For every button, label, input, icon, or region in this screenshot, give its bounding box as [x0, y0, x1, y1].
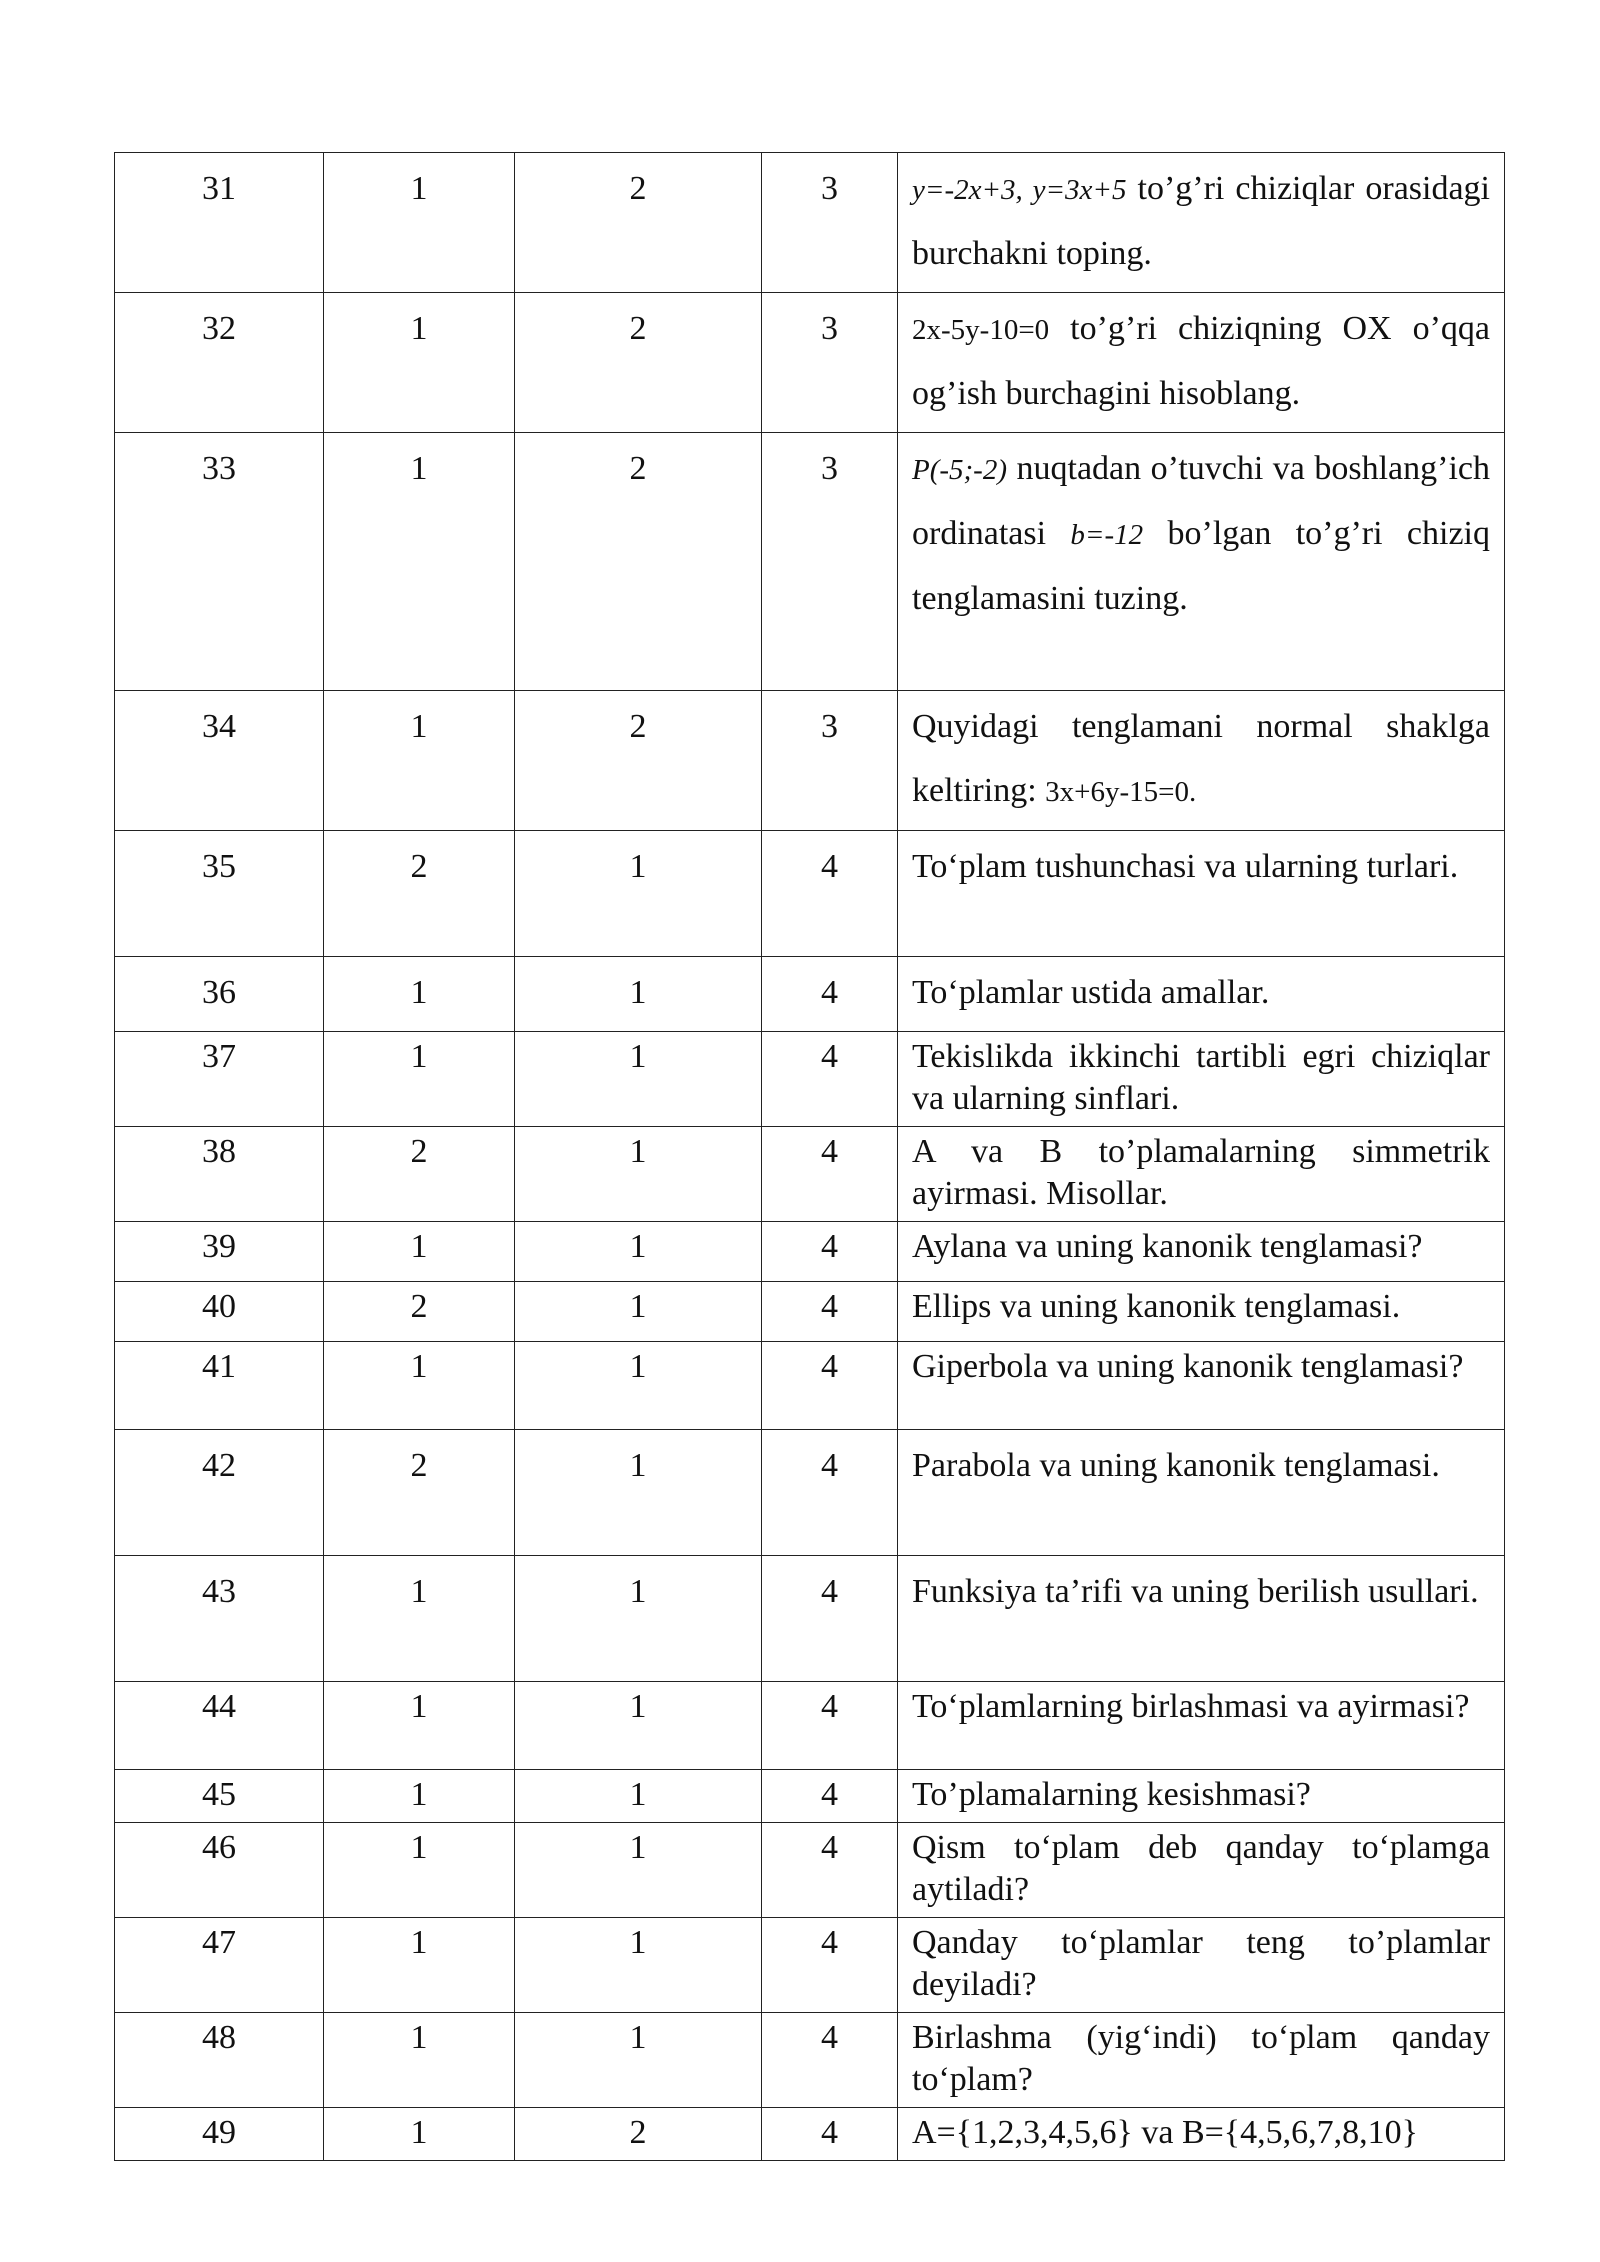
- text-fragment: Quyidagi tenglamani normal shaklga keltiring:: [912, 708, 1490, 809]
- table-row: [115, 1770, 1505, 1823]
- col-c-cell: 4: [762, 1430, 898, 1556]
- col-b-cell: 1: [515, 1682, 762, 1770]
- col-b-cell: 2: [515, 2108, 762, 2161]
- table-row: [115, 2108, 1505, 2161]
- col-b-cell: 1: [515, 1918, 762, 2013]
- col-b-cell: 2: [515, 153, 762, 293]
- question-text-cell: [898, 433, 1505, 691]
- table-row: [115, 153, 1505, 293]
- col-a-cell: 1: [324, 1823, 515, 1918]
- question-text-cell: Tekislikda ikkinchi tartibli egri chiziqlar va ularning sinflari.: [898, 1032, 1505, 1127]
- question-text-cell: Qanday to‘plamlar teng to’plamlar deyiladi?: [898, 1918, 1505, 2013]
- col-a-cell: 1: [324, 2108, 515, 2161]
- col-a-cell: 1: [324, 691, 515, 831]
- col-c-cell: 4: [762, 1282, 898, 1342]
- col-b-cell: 1: [515, 1127, 762, 1222]
- question-text-cell: Qism to‘plam deb qanday to‘plamga aytiladi?: [898, 1823, 1505, 1918]
- col-a-cell: 2: [324, 1282, 515, 1342]
- question-text-cell: To‘plamlarning birlashmasi va ayirmasi?: [898, 1682, 1505, 1770]
- col-b-cell: 1: [515, 1823, 762, 1918]
- col-c-cell: 4: [762, 1222, 898, 1282]
- table-row: [115, 1222, 1505, 1282]
- col-c-cell: 3: [762, 153, 898, 293]
- col-a-cell: 1: [324, 1770, 515, 1823]
- question-number-cell: 45: [115, 1770, 324, 1823]
- col-a-cell: 1: [324, 1682, 515, 1770]
- table-row: [115, 957, 1505, 1032]
- table-row: [115, 1823, 1505, 1918]
- col-b-cell: 2: [515, 293, 762, 433]
- col-a-cell: 1: [324, 433, 515, 691]
- col-b-cell: 1: [515, 1770, 762, 1823]
- question-text-cell: [898, 153, 1505, 293]
- question-number-cell: 47: [115, 1918, 324, 2013]
- table-row: [115, 2013, 1505, 2108]
- text-fragment: bo’lgan to’g’ri chiziq tenglamasini tuzing.: [912, 515, 1490, 617]
- table-row: [115, 1342, 1505, 1430]
- question-number-cell: 46: [115, 1823, 324, 1918]
- question-number-cell: 37: [115, 1032, 324, 1127]
- col-b-cell: 2: [515, 433, 762, 691]
- question-text-cell: Birlashma (yig‘indi) to‘plam qanday to‘plam?: [898, 2013, 1505, 2108]
- col-c-cell: 4: [762, 1556, 898, 1682]
- col-c-cell: 4: [762, 2013, 898, 2108]
- question-text-cell: To‘plam tushunchasi va ularning turlari.: [898, 831, 1505, 957]
- col-c-cell: 4: [762, 1127, 898, 1222]
- question-text-cell: A va B to’plamalarning simmetrik ayirmasi. Misollar.: [898, 1127, 1505, 1222]
- question-text-cell: Ellips va uning kanonik tenglamasi.: [898, 1282, 1505, 1342]
- col-c-cell: 4: [762, 1823, 898, 1918]
- question-text-cell: [898, 691, 1505, 831]
- col-b-cell: 2: [515, 691, 762, 831]
- text-fragment: to’g’ri chiziqning OX o’qqa og’ish burchagini hisoblang.: [912, 310, 1490, 412]
- question-number-cell: 36: [115, 957, 324, 1032]
- col-b-cell: 1: [515, 2013, 762, 2108]
- col-c-cell: 3: [762, 433, 898, 691]
- question-number-cell: 40: [115, 1282, 324, 1342]
- question-text-cell: A={1,2,3,4,5,6} va B={4,5,6,7,8,10}: [898, 2108, 1505, 2161]
- question-text-cell: Funksiya ta’rifi va uning berilish usullari.: [898, 1556, 1505, 1682]
- question-text-cell: Giperbola va uning kanonik tenglamasi?: [898, 1342, 1505, 1430]
- question-text-cell: To’plamalarning kesishmasi?: [898, 1770, 1505, 1823]
- table-row: [115, 293, 1505, 433]
- text-fragment: to’g’ri chiziqlar orasidagi burchakni toping.: [912, 170, 1491, 272]
- table-row: [115, 1682, 1505, 1770]
- formula: b=-12: [1070, 519, 1144, 551]
- col-c-cell: 3: [762, 691, 898, 831]
- table-row: [115, 831, 1505, 957]
- col-c-cell: 4: [762, 1918, 898, 2013]
- formula: y=-2x+3, y=3x+5: [912, 174, 1127, 206]
- question-number-cell: 48: [115, 2013, 324, 2108]
- col-a-cell: 1: [324, 1032, 515, 1127]
- question-text-cell: Parabola va uning kanonik tenglamasi.: [898, 1430, 1505, 1556]
- col-b-cell: 1: [515, 1282, 762, 1342]
- table-row: [115, 1032, 1505, 1127]
- question-number-cell: 35: [115, 831, 324, 957]
- col-a-cell: 1: [324, 1918, 515, 2013]
- col-b-cell: 1: [515, 1556, 762, 1682]
- col-a-cell: 1: [324, 293, 515, 433]
- formula: 3x+6y-15=0.: [1045, 776, 1197, 808]
- question-text-cell: [898, 293, 1505, 433]
- col-a-cell: 2: [324, 1127, 515, 1222]
- table-row: [115, 1282, 1505, 1342]
- questions-table: [114, 152, 1505, 2161]
- col-a-cell: 1: [324, 1342, 515, 1430]
- question-number-cell: 34: [115, 691, 324, 831]
- formula: 2x-5y-10=0: [912, 314, 1050, 346]
- col-c-cell: 4: [762, 831, 898, 957]
- col-b-cell: 1: [515, 1032, 762, 1127]
- question-number-cell: 39: [115, 1222, 324, 1282]
- col-c-cell: 4: [762, 1682, 898, 1770]
- formula: P(-5;-2): [912, 454, 1008, 486]
- question-number-cell: 43: [115, 1556, 324, 1682]
- col-a-cell: 1: [324, 1556, 515, 1682]
- col-a-cell: 2: [324, 831, 515, 957]
- table-row: [115, 691, 1505, 831]
- question-number-cell: 33: [115, 433, 324, 691]
- col-c-cell: 4: [762, 1032, 898, 1127]
- question-number-cell: 31: [115, 153, 324, 293]
- question-number-cell: 41: [115, 1342, 324, 1430]
- table-row: [115, 1918, 1505, 2013]
- table-row: [115, 433, 1505, 691]
- col-a-cell: 1: [324, 1222, 515, 1282]
- col-b-cell: 1: [515, 957, 762, 1032]
- table-row: [115, 1556, 1505, 1682]
- question-text-cell: Aylana va uning kanonik tenglamasi?: [898, 1222, 1505, 1282]
- col-b-cell: 1: [515, 1430, 762, 1556]
- col-c-cell: 4: [762, 957, 898, 1032]
- question-number-cell: 32: [115, 293, 324, 433]
- col-c-cell: 4: [762, 2108, 898, 2161]
- table-row: [115, 1127, 1505, 1222]
- question-number-cell: 38: [115, 1127, 324, 1222]
- col-b-cell: 1: [515, 831, 762, 957]
- question-number-cell: 42: [115, 1430, 324, 1556]
- question-number-cell: 49: [115, 2108, 324, 2161]
- col-c-cell: 4: [762, 1770, 898, 1823]
- question-text-cell: To‘plamlar ustida amallar.: [898, 957, 1505, 1032]
- table-row: [115, 1430, 1505, 1556]
- question-number-cell: 44: [115, 1682, 324, 1770]
- col-b-cell: 1: [515, 1222, 762, 1282]
- col-a-cell: 1: [324, 153, 515, 293]
- col-a-cell: 1: [324, 957, 515, 1032]
- col-b-cell: 1: [515, 1342, 762, 1430]
- col-c-cell: 3: [762, 293, 898, 433]
- text-fragment: nuqtadan o’tuvchi va boshlang’ich ordinatasi: [912, 450, 1490, 552]
- col-c-cell: 4: [762, 1342, 898, 1430]
- col-a-cell: 1: [324, 2013, 515, 2108]
- col-a-cell: 2: [324, 1430, 515, 1556]
